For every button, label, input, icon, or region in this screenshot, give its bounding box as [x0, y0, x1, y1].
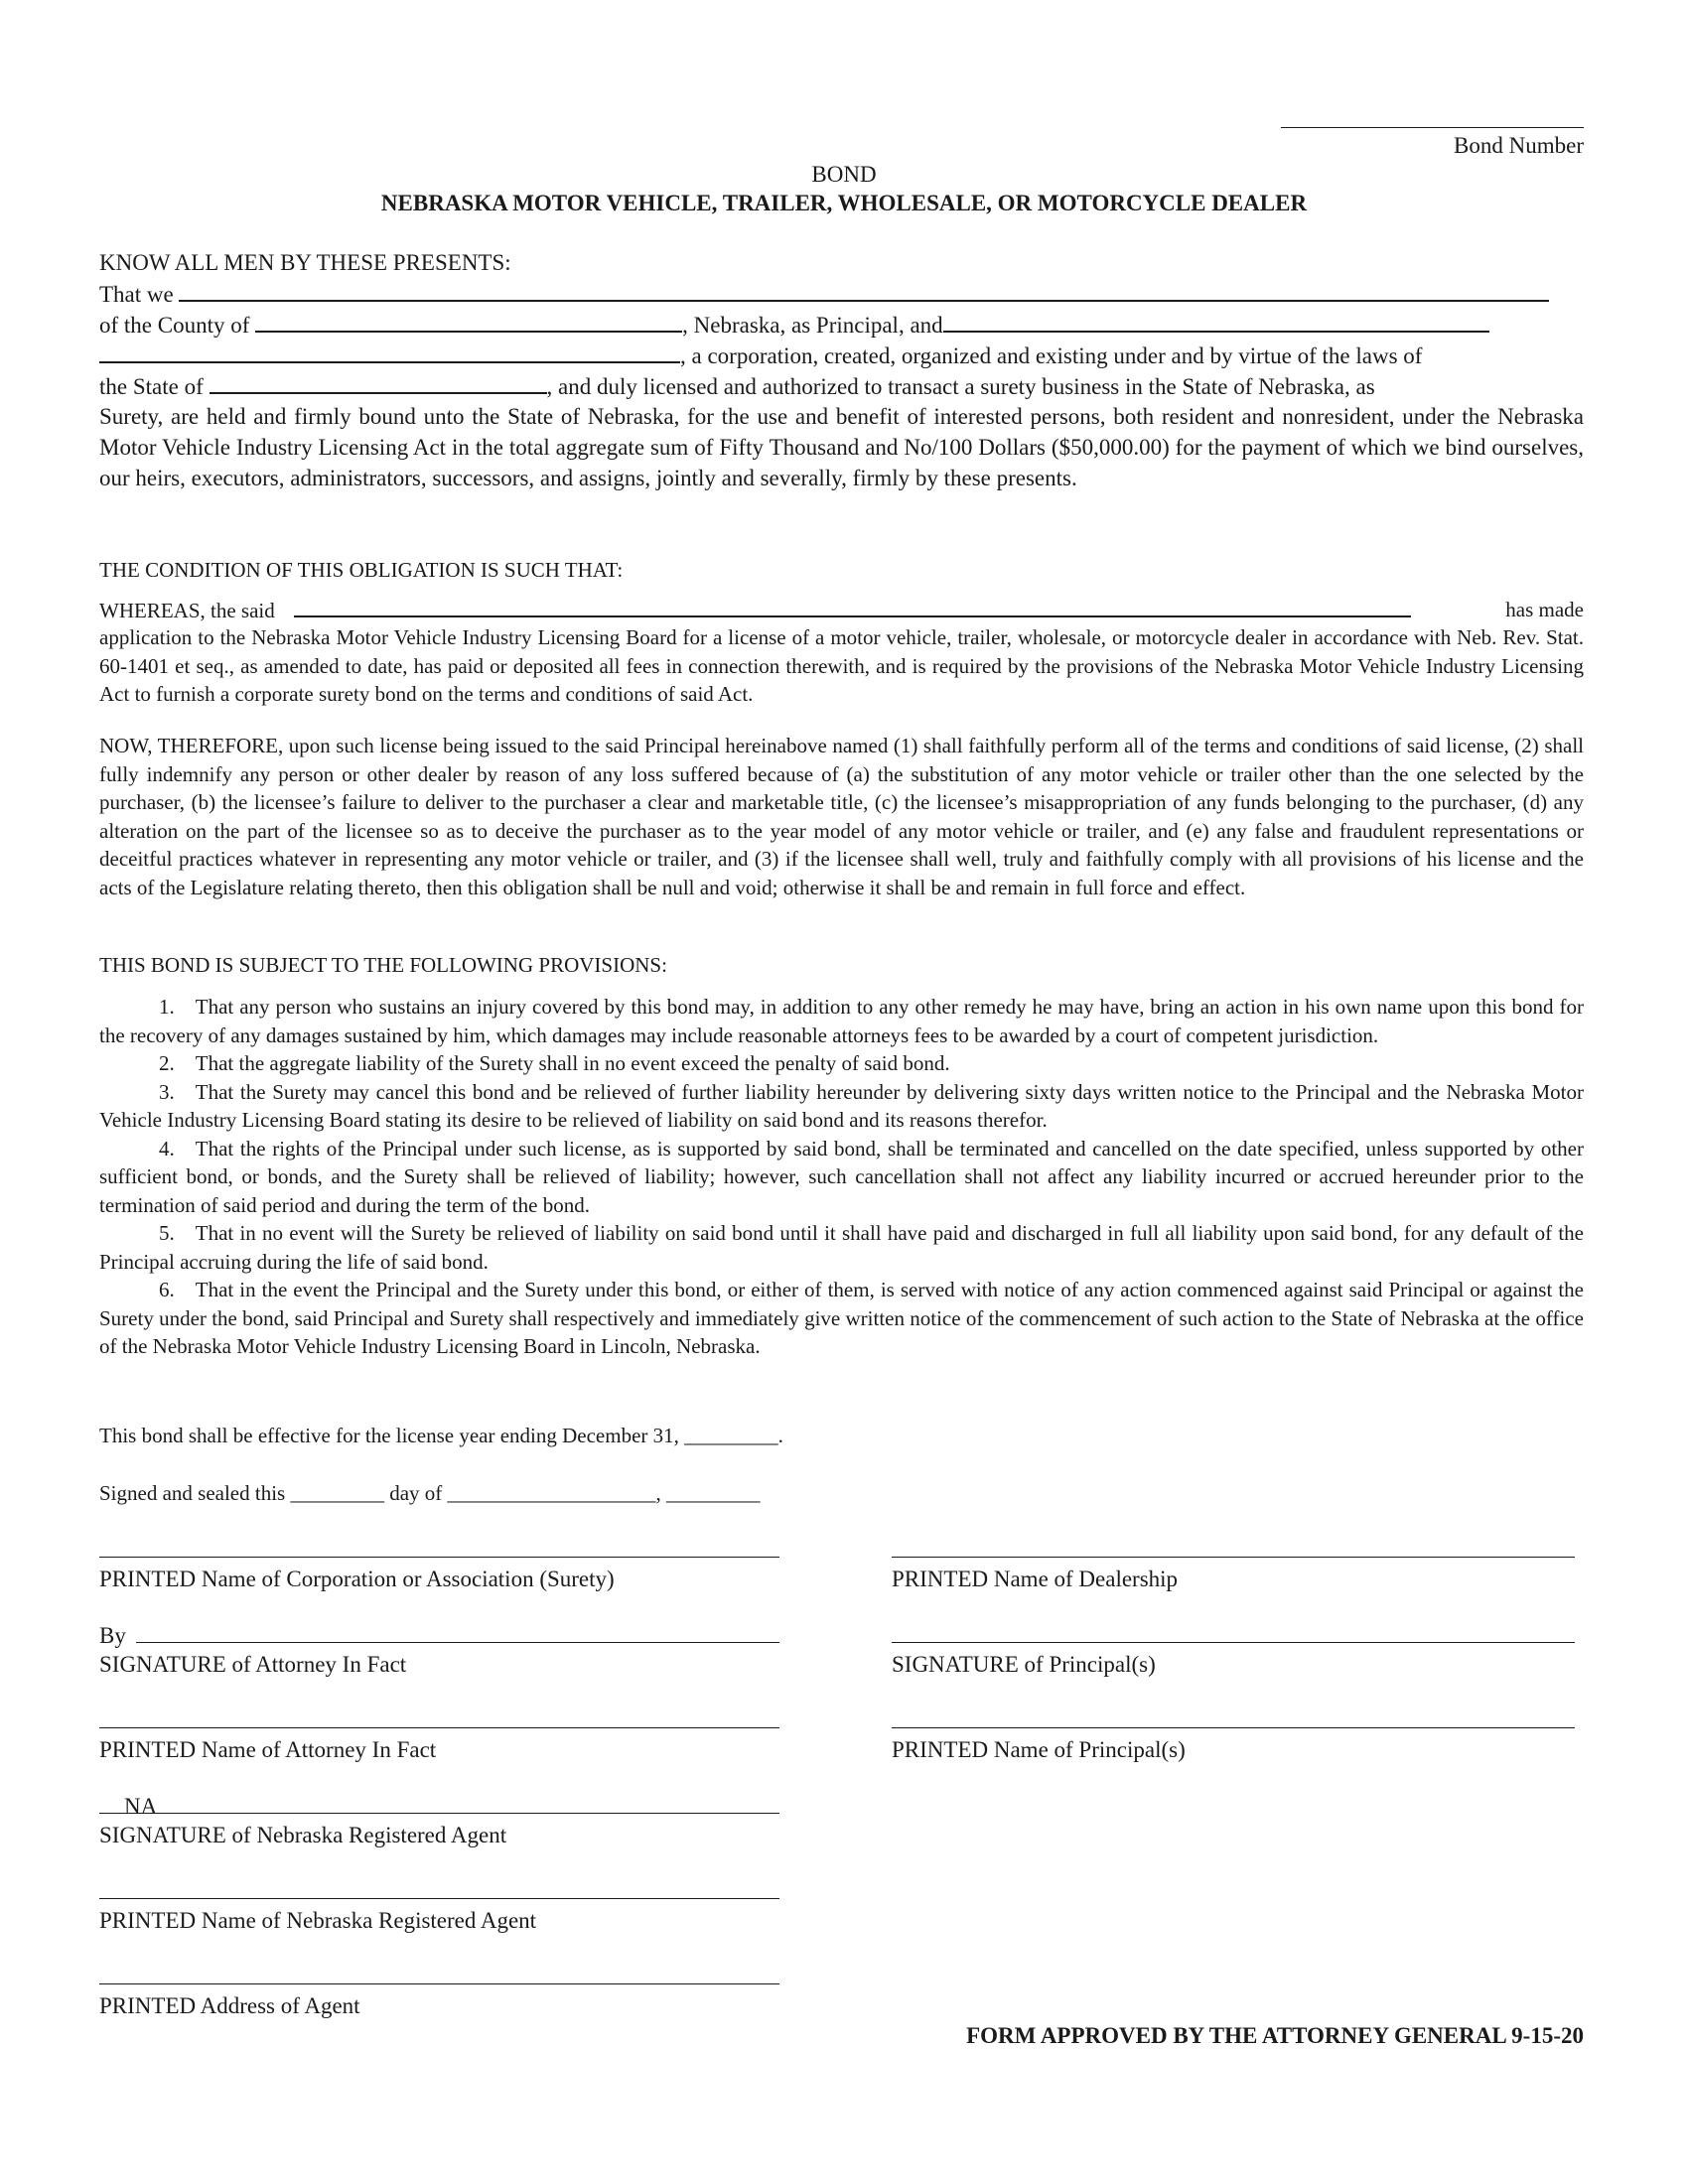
- dealership-name-line[interactable]: [892, 1557, 1575, 1558]
- county-line: [99, 309, 1589, 341]
- agent-address-line[interactable]: [99, 1983, 779, 1984]
- provisions-heading: THIS BOND IS SUBJECT TO THE FOLLOWING PROVISIONS:: [99, 953, 667, 977]
- form-approved-footer: FORM APPROVED BY THE ATTORNEY GENERAL 9-15-20: [966, 2023, 1584, 2048]
- condition-heading: THE CONDITION OF THIS OBLIGATION IS SUCH THAT:: [99, 558, 624, 582]
- duly-licensed-text: , and duly licensed and authorized to transact a surety business in the State of Nebraska, as: [546, 374, 1375, 399]
- attorney-name-line[interactable]: [99, 1727, 779, 1728]
- that-we-line: [99, 278, 1584, 310]
- state-line: [99, 370, 1589, 402]
- county-field[interactable]: [255, 309, 682, 333]
- agent-signature-label: SIGNATURE of Nebraska Registered Agent: [99, 1823, 507, 1847]
- attorney-signature-line[interactable]: [136, 1642, 779, 1643]
- corporation-text: , a corporation, created, organized and existing under and by virtue of the laws of: [680, 343, 1423, 368]
- agent-name-label: PRINTED Name of Nebraska Registered Agent: [99, 1908, 537, 1933]
- principal-signature-label: SIGNATURE of Principal(s): [892, 1652, 1156, 1677]
- provision-item-1: 1. That any person who sustains an injury covered by this bond may, in addition to any other remedy he may have, bring an action in his own name upon this bond for the recovery of any damages sustained by him, which damages may include reasonable attorneys fees to be awarded by a court of competent jurisdiction.: [99, 995, 1584, 1047]
- provisions-list: [99, 993, 1584, 1361]
- now-therefore-body: NOW, THEREFORE, upon such license being issued to the said Principal hereinabove named (1) shall faithfully perform all of the terms and conditions of said license, (2) shall fully indemnify any person or other dealer by reason of any loss suffered because of (a) the substitution of any motor vehicle or trailer other than the one selected by the purchaser, (b) the licensee’s failure to deliver to the purchaser a clear and marketable title, (c) the licensee’s misappropriation of any funds belonging to the purchaser, (d) any alteration on the part of the licensee so as to deceive the purchaser as to the year model of any motor vehicle or trailer, and (e) any false and fraudulent representations or deceitful practices whatever in representing any motor vehicle or trailer, and (3) if the licensee shall well, truly and faithfully comply with all provisions of his license and the acts of the Legislature relating thereto, then this obligation shall be null and void; otherwise it shall be and remain in full force and effect.: [99, 734, 1584, 899]
- attorney-signature-label: SIGNATURE of Attorney In Fact: [99, 1652, 407, 1677]
- principal-signature-line[interactable]: [892, 1642, 1575, 1643]
- agent-signature-line[interactable]: [99, 1813, 779, 1814]
- surety-name-label: PRINTED Name of Corporation or Association (Surety): [99, 1567, 615, 1591]
- effective-text[interactable]: This bond shall be effective for the license year ending December 31, _________.: [99, 1424, 783, 1447]
- county-label: of the County of: [99, 313, 250, 338]
- attorney-name-label: PRINTED Name of Attorney In Fact: [99, 1737, 437, 1762]
- principal-name-field[interactable]: [179, 278, 1549, 302]
- corporation-line: [99, 340, 1584, 371]
- agent-address-label: PRINTED Address of Agent: [99, 1993, 360, 2018]
- agent-signature-value[interactable]: NA: [124, 1794, 158, 1819]
- signed-sealed-text[interactable]: Signed and sealed this _________ day of ____________________, _________: [99, 1481, 761, 1505]
- state-field[interactable]: [210, 370, 547, 394]
- provision-item-6: 6. That in the event the Principal and the Surety under this bond, or either of them, is served with notice of any action commenced against said Principal or against the Surety under the bond, said Principal and Surety shall respectively and immediately give written notice of the commencement of such action to the State of Nebraska at the office of the Nebraska Motor Vehicle Industry Licensing Board in Lincoln, Nebraska.: [99, 1278, 1584, 1358]
- principal-name-line[interactable]: [892, 1727, 1575, 1728]
- surety-name-line[interactable]: [99, 1557, 779, 1558]
- applicant-field[interactable]: [294, 596, 1411, 617]
- provision-item-2: 2. That the aggregate liability of the Surety shall in no event exceed the penalty of said bond.: [159, 1051, 950, 1075]
- know-all-heading: KNOW ALL MEN BY THESE PRESENTS:: [99, 250, 511, 275]
- dealership-name-label: PRINTED Name of Dealership: [892, 1567, 1179, 1591]
- that-we-label: That we: [99, 282, 174, 307]
- state-label: the State of: [99, 374, 204, 399]
- by-label: By: [99, 1623, 126, 1648]
- nebraska-principal-text: , Nebraska, as Principal, and: [682, 313, 943, 338]
- principal-name-label: PRINTED Name of Principal(s): [892, 1737, 1186, 1762]
- form-subtitle: NEBRASKA MOTOR VEHICLE, TRAILER, WHOLESALE, OR MOTORCYCLE DEALER: [380, 191, 1308, 215]
- bond-number-label: Bond Number: [1454, 133, 1584, 158]
- form-title: BOND: [811, 162, 877, 187]
- whereas-line: [99, 596, 1584, 625]
- provision-item-5: 5. That in no event will the Surety be relieved of liability on said bond until it shall have paid and discharged in full all liability upon said bond, for any default of the Principal accruing during the life of said bond.: [99, 1221, 1584, 1274]
- agent-name-line[interactable]: [99, 1898, 779, 1899]
- bond-number-line[interactable]: [1281, 127, 1584, 128]
- has-made-text: has made: [1505, 598, 1584, 621]
- whereas-body: application to the Nebraska Motor Vehicle Industry Licensing Board for a license of a motor vehicle, trailer, wholesale, or motorcycle dealer in accordance with Neb. Rev. Stat. 60-1401 et seq., as amended to date, has paid or deposited all fees in connection therewith, and is required by the provisions of the Nebraska Motor Vehicle Industry Licensing Act to furnish a corporate surety bond on the terms and conditions of said Act.: [99, 625, 1584, 706]
- whereas-start: WHEREAS, the said: [99, 599, 275, 622]
- intro-body: Surety, are held and firmly bound unto the State of Nebraska, for the use and benefit of interested persons, both resident and nonresident, under the Nebraska Motor Vehicle Industry Licensing Act in the total aggregate sum of Fifty Thousand and No/100 Dollars ($50,000.00) for the payment of which we bind ourselves, our heirs, executors, administrators, successors, and assigns, jointly and severally, firmly by these presents.: [99, 404, 1584, 490]
- corporation-field[interactable]: [99, 340, 680, 363]
- provision-item-3: 3. That the Surety may cancel this bond and be relieved of further liability hereunder by delivering sixty days written notice to the Principal and the Nebraska Motor Vehicle Industry Licensing Board stating its desire to be relieved of liability on said bond and its reasons therefor.: [99, 1079, 1584, 1132]
- provision-item-4: 4. That the rights of the Principal under such license, as is supported by said bond, shall be terminated and cancelled on the date specified, unless supported by other sufficient bond, or bonds, and the Surety shall be relieved of liability; however, such cancellation shall not affect any liability incurred or accrued hereunder prior to the termination of said period and during the term of the bond.: [99, 1136, 1584, 1217]
- surety-name-field[interactable]: [943, 309, 1489, 333]
